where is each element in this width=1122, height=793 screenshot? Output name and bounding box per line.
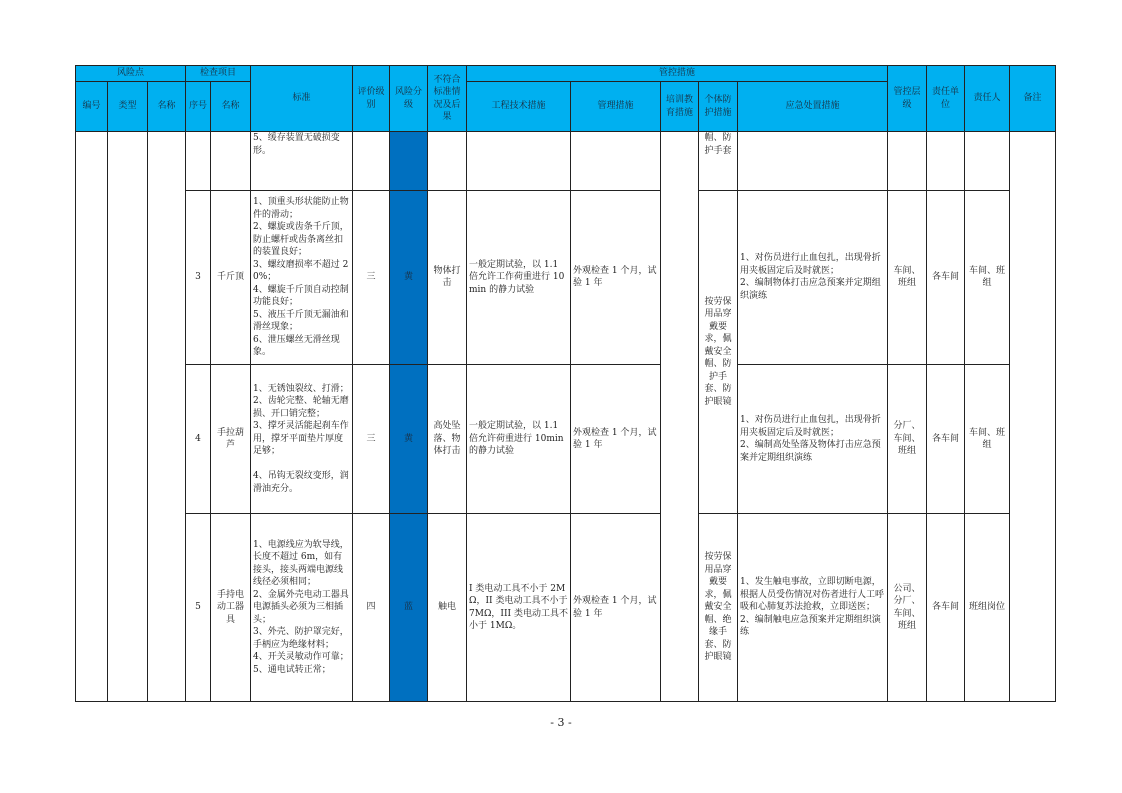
cell-ppe: 帽、防护手套 [699,132,738,190]
cell-eng [467,132,571,190]
cell-unit: 各车间 [927,365,965,514]
header-emergency: 应急处置措施 [738,82,888,132]
header-resp-person: 责任人 [965,66,1010,132]
header-eng: 工程技术措施 [467,82,571,132]
cell-name [148,132,186,702]
cell-eng: 一般定期试验，以 1.1 倍允许荷重进行 10min 的静力试验 [467,365,571,514]
header-resp-unit: 责任单位 [927,66,965,132]
cell-mgmt: 外观检查 1 个月，试验 1 年 [571,514,661,702]
cell-emergency: 1、对伤员进行止血包扎，出现骨折用夹板固定后及时就医； 2、编制高处坠落及物体打击应急预案并定期组织演练 [738,365,888,514]
cell-person: 车间、班组 [965,365,1010,514]
cell-no [76,132,108,702]
cell-unit: 各车间 [927,190,965,365]
cell-eng: I 类电动工具不小于 2MΩ，II 类电动工具不小于 7MΩ，III 类电动工具不小于 1MΩ。 [467,514,571,702]
header-remark: 备注 [1010,66,1056,132]
cell-seq: 4 [186,365,211,514]
cell-standard: 1、无锈蚀裂纹、打滑； 2、齿轮完整、轮轴无磨损、开口销完整； 3、撑牙灵活能起刹车作用，撑牙平面垫片厚度足够； 4、吊钩无裂纹变形，润滑油充分。 [251,365,353,514]
cell-risk-grade: 蓝 [390,514,428,702]
cell-eval [353,132,390,190]
header-nonconform: 不符合标准情况及后果 [428,66,467,132]
cell-item-name: 手拉葫芦 [211,365,251,514]
header-train: 培训教育措施 [661,82,699,132]
table-row [76,132,1056,190]
cell-consequence: 高处坠落、物体打击 [428,365,467,514]
header-type: 类型 [108,82,148,132]
cell-person: 班组岗位 [965,514,1010,702]
header-check-item: 检查项目 [186,66,251,82]
header-standard: 标准 [251,66,353,132]
cell-emergency: 1、对伤员进行止血包扎，出现骨折用夹板固定后及时就医； 2、编制物体打击应急预案并定期组织演练 [738,190,888,365]
cell-seq: 3 [186,190,211,365]
cell-standard: 1、顶重头形状能防止物件的滑动； 2、螺旋或齿条千斤顶，防止螺杆或齿条离丝扣的装置良好； 3、螺纹磨损率不超过 20%； 4、螺旋千斤顶自动控制功能良好； 5、液压千斤顶无漏油和滑丝现象； 6、泄压螺丝无滑丝现象。 [251,190,353,365]
cell-eval: 四 [353,514,390,702]
cell-eng: 一般定期试验，以 1.1 倍允许工作荷重进行 10min 的静力试验 [467,190,571,365]
cell-ctrl-level: 分厂、车间、班组 [888,365,927,514]
cell-consequence [428,132,467,190]
table-row [76,190,1056,365]
header-risk-point: 风险点 [76,66,186,82]
cell-seq: 5 [186,514,211,702]
cell-eval: 三 [353,365,390,514]
cell-type [108,132,148,702]
cell-unit: 各车间 [927,514,965,702]
cell-person: 车间、班组 [965,190,1010,365]
header-mgmt: 管理措施 [571,82,661,132]
cell-mgmt: 外观检查 1 个月，试验 1 年 [571,365,661,514]
header-name: 名称 [148,82,186,132]
cell-standard: 5、缓存装置无破损变形。 [251,132,353,190]
header-ppe: 个体防护措施 [699,82,738,132]
cell-remark [1010,132,1056,702]
cell-consequence: 触电 [428,514,467,702]
cell-emergency [738,132,888,190]
cell-ctrl-level: 公司、分厂、车间、班组 [888,514,927,702]
cell-mgmt: 外观检查 1 个月，试验 1 年 [571,190,661,365]
cell-item-name: 手持电动工器具 [211,514,251,702]
cell-train [661,132,699,702]
table-row [76,514,1056,702]
cell-ctrl-level: 车间、班组 [888,190,927,365]
cell-person [965,132,1010,190]
cell-risk-grade: 黄 [390,190,428,365]
cell-ppe: 按劳保用品穿戴要求，佩戴安全帽、防护手套、防护眼镜 [699,190,738,514]
cell-ppe: 按劳保用品穿戴要求，佩戴安全帽、绝缘手套、防护眼镜 [699,514,738,702]
cell-ctrl-level [888,132,927,190]
cell-consequence: 物体打击 [428,190,467,365]
header-ctrl-level: 管控层级 [888,66,927,132]
risk-control-table [75,65,1056,702]
table-row [76,365,1056,514]
cell-item-name [211,132,251,190]
header-no: 编号 [76,82,108,132]
page-number: - 3 - [550,716,572,729]
cell-seq [186,132,211,190]
header-control: 管控措施 [467,66,888,82]
cell-eval: 三 [353,190,390,365]
cell-emergency: 1、发生触电事故，立即切断电源，根据人员受伤情况对伤者进行人工呼吸和心肺复苏法抢救，立即送医； 2、编制触电应急预案并定期组织演练 [738,514,888,702]
cell-standard: 1、电源线应为软导线，长度不超过 6m，如有接头，接头两端电源线线径必须相同； 2、金属外壳电动工器具电源插头必须为三相插头； 3、外壳、防护罩完好，手柄应为绝缘材料； 4、开关灵敏动作可靠； 5、通电试转正常； [251,514,353,702]
header-item-name: 名称 [211,82,251,132]
header-eval-level: 评价级别 [353,66,390,132]
cell-mgmt [571,132,661,190]
cell-item-name: 千斤顶 [211,190,251,365]
header-risk-grade: 风险分级 [390,66,428,132]
header-seq: 序号 [186,82,211,132]
cell-unit [927,132,965,190]
cell-risk-grade: 黄 [390,365,428,514]
cell-risk-grade [390,132,428,190]
